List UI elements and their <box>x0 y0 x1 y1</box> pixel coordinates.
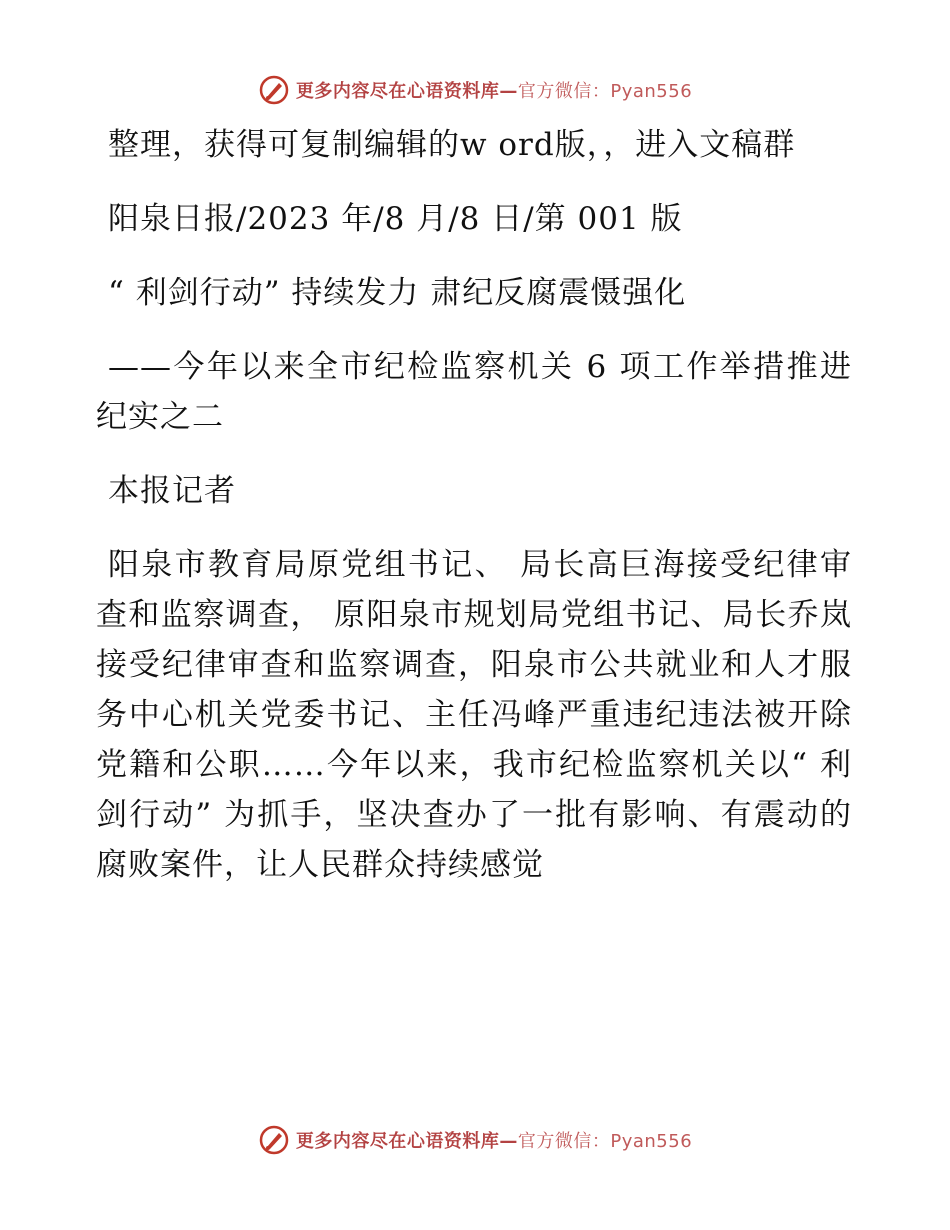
banner-site-name: 更多内容尽在心语资料库— <box>295 1131 518 1152</box>
banner-text <box>296 77 692 103</box>
pen-logo-icon <box>258 74 290 106</box>
header-watermark-banner <box>0 70 950 110</box>
banner-text <box>296 1127 692 1153</box>
body-paragraph: 阳泉市教育局原党组书记、 局长高巨海接受纪律审查和监察调查， 原阳泉市规划局党组书记、局长乔岚接受纪律审查和监察调查，阳泉市公共就业和人才服务中心机关党委书记、主任冯峰严重违纪违法被开除党籍和公职……今年以来，我市纪检监察机关以“ 利剑行动” 为抓手，坚决查办了一批有影响、有震动的腐败案件，让人民群众持续感觉 <box>96 547 852 883</box>
article-subtitle: ——今年以来全市纪检监察机关 6 项工作举措推进纪实之二 <box>96 349 852 435</box>
banner-site-name: 更多内容尽在心语资料库— <box>295 81 518 102</box>
intro-note: 整理，获得可复制编辑的w ord版，，进入文稿群 <box>108 127 796 163</box>
publication-line: 阳泉日报/2023 年/8 月/8 日/第 001 版 <box>108 201 683 237</box>
reporter-byline: 本报记者 <box>108 473 236 509</box>
footer-watermark-banner <box>0 1120 950 1160</box>
banner-wechat: 官方微信：Pyan556 <box>517 81 693 102</box>
article-title: “ 利剑行动” 持续发力 肃纪反腐震慑强化 <box>108 275 687 311</box>
document-body <box>96 120 852 890</box>
banner-wechat: 官方微信：Pyan556 <box>517 1131 693 1152</box>
pen-logo-icon <box>258 1124 290 1156</box>
